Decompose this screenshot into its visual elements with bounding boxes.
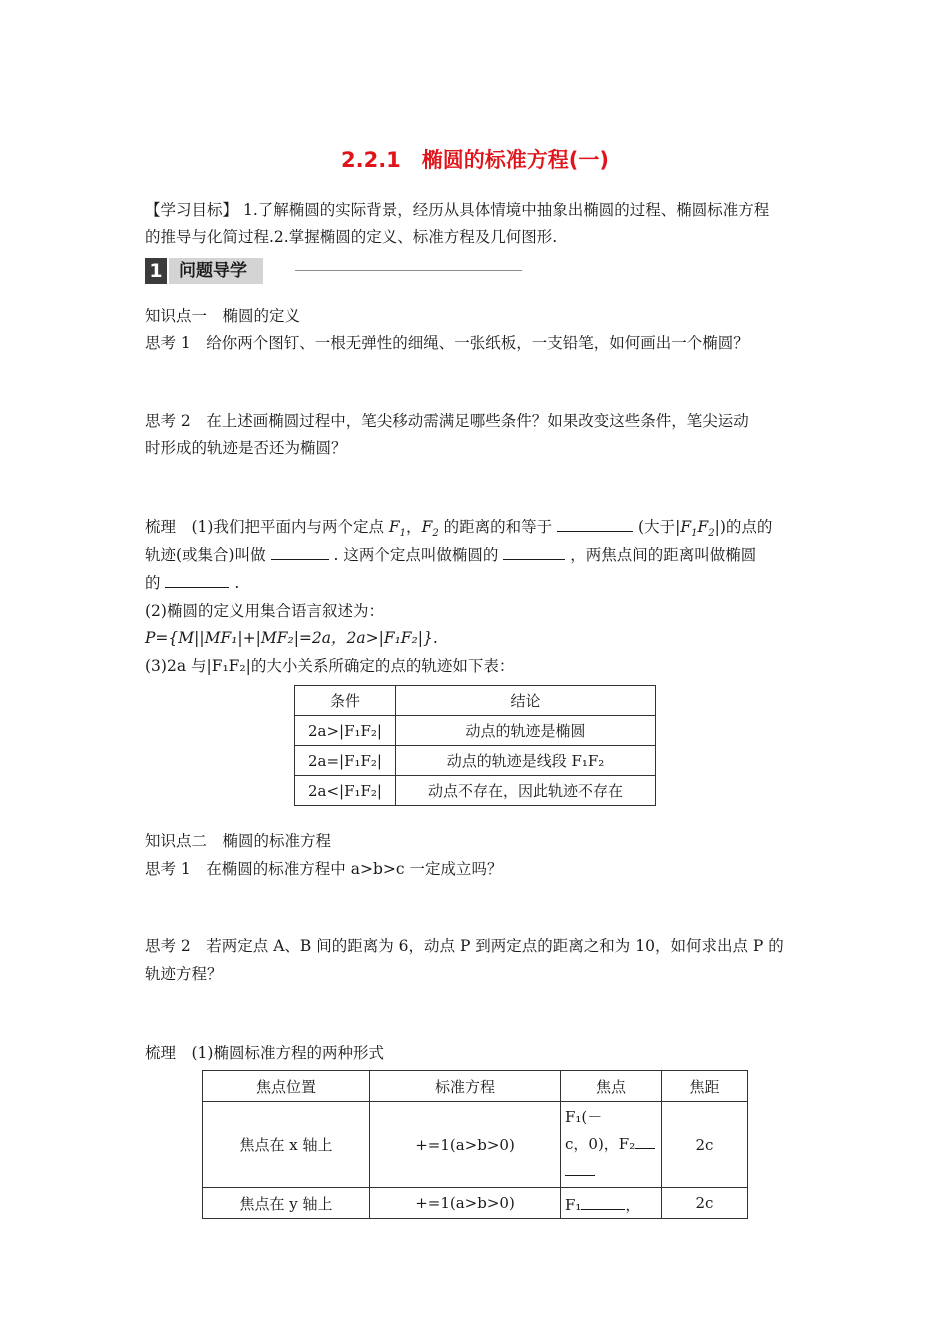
objectives-label: 【学习目标】 [145,201,239,219]
table-header: 条件 [295,686,396,716]
focus-cell [561,1102,662,1188]
table-header: 结论 [396,686,656,716]
kp2-think2-line2: 轨迹方程？ [145,965,223,983]
kp1-think2-line2: 时形成的轨迹是否还为椭圆？ [145,439,347,457]
blank-f2[interactable] [635,1131,655,1149]
objectives-line-1 [145,197,769,223]
kp2-think2-line1: 思考 2 若两定点 A、B 间的距离为 6，动点 P 到两定点的距离之和为 10，如何求出点 P 的 [145,937,784,955]
section-rule [295,270,522,271]
sort-text-i: . [234,574,240,592]
kp1-set-expression: P={M||MF₁|+|MF₂|=2a，2a>|F₁F₂|}. [145,629,438,647]
table-cell: 2c [662,1102,748,1188]
table-cell: 2a=|F₁F₂| [295,746,396,776]
focus-text: c，0)，F₂ [565,1135,636,1153]
sort-text-g: ，两焦点间的距离叫做椭圆 [570,546,757,564]
section-label: 问题导学 [169,258,263,284]
table-header: 标准方程 [370,1071,561,1102]
kp1-heading: 知识点一 椭圆的定义 [145,307,301,325]
kp2-think1: 思考 1 在椭圆的标准方程中 a>b>c 一定成立吗？ [145,860,503,878]
table-row [203,1102,748,1188]
table-cell: 焦点在 y 轴上 [203,1188,370,1219]
condition-table [294,685,656,806]
f2-symbol: $F_2$ [421,518,439,540]
objectives-line-2: 的推导与化简过程.2.掌握椭圆的定义、标准方程及几何图形. [145,228,558,246]
kp1-sort-line1: 梳理 (1)我们把平面内与两个定点 $F_1$，$F_2$ 的距离的和等于 (大于$|F_1F_2|$)的点的 [145,514,772,547]
standard-equation-table [202,1070,748,1219]
focus-cell [561,1188,662,1219]
kp1-think1: 思考 1 给你两个图钉、一根无弹性的细绳、一张纸板，一支铅笔，如何画出一个椭圆？ [145,334,749,352]
sort-text-a: 梳理 (1)我们把平面内与两个定点 [145,518,384,536]
table-row [295,716,656,746]
kp2-heading: 知识点二 椭圆的标准方程 [145,832,332,850]
sort-text-e: 轨迹(或集合)叫做 [145,546,266,564]
focus-line-2 [565,1131,661,1158]
focus-sep: ， [625,1195,641,1214]
page-title: 2.2.1 椭圆的标准方程(一) [341,148,609,172]
table-cell: 动点不存在，因此轨迹不存在 [396,776,656,806]
table-header: 焦点 [561,1071,662,1102]
table-cell: 2c [662,1188,748,1219]
objectives-text-1: 1.了解椭圆的实际背景，经历从具体情境中抽象出椭圆的过程、椭圆标准方程 [242,201,770,219]
table-cell: +=1(a>b>0) [370,1188,561,1219]
kp1-sort-line2 [145,542,756,568]
kp2-sort: 梳理 (1)椭圆标准方程的两种形式 [145,1044,384,1062]
blank-f1[interactable] [581,1192,625,1210]
blank-focal-distance[interactable] [165,570,229,588]
table-cell: 2a<|F₁F₂| [295,776,396,806]
sort-text-c: (大于| [638,518,681,536]
table-cell: 动点的轨迹是椭圆 [396,716,656,746]
table-row [203,1188,748,1219]
sort-text-b: 的距离的和等于 [443,518,553,536]
sort-text-d: |)的点的 [714,518,773,536]
blank-f2-cont[interactable] [565,1158,595,1176]
f1-symbol: $F_1$ [388,518,407,540]
blank-sum[interactable] [557,514,633,532]
table-row [295,746,656,776]
table-header: 焦点位置 [203,1071,370,1102]
kp1-sort-line3 [145,570,239,596]
blank-ellipse[interactable] [271,542,329,560]
kp1-think2-line1: 思考 2 在上述画椭圆过程中，笔尖移动需满足哪些条件？如果改变这些条件，笔尖运动 [145,412,749,430]
blank-foci[interactable] [503,542,565,560]
kp1-item3: (3)2a 与|F₁F₂|的大小关系所确定的点的轨迹如下表： [145,657,515,675]
section-number: 1 [145,258,167,284]
table-cell: 2a>|F₁F₂| [295,716,396,746]
table-row [295,776,656,806]
sort-text-h: 的 [145,574,161,592]
table-cell: +=1(a>b>0) [370,1102,561,1188]
f1f2-symbol: $F_1F_2$ [680,518,715,540]
table-cell: 焦点在 x 轴上 [203,1102,370,1188]
kp1-item2: (2)椭圆的定义用集合语言叙述为： [145,602,384,620]
table-row [203,1071,748,1102]
table-row [295,686,656,716]
table-cell: 动点的轨迹是线段 F₁F₂ [396,746,656,776]
table-header: 焦距 [662,1071,748,1102]
sort-text-f: . 这两个定点叫做椭圆的 [333,546,499,564]
focus-text: F₁ [565,1195,582,1214]
focus-line-1: F₁(－ [565,1108,603,1126]
focus-line-3 [565,1158,661,1185]
